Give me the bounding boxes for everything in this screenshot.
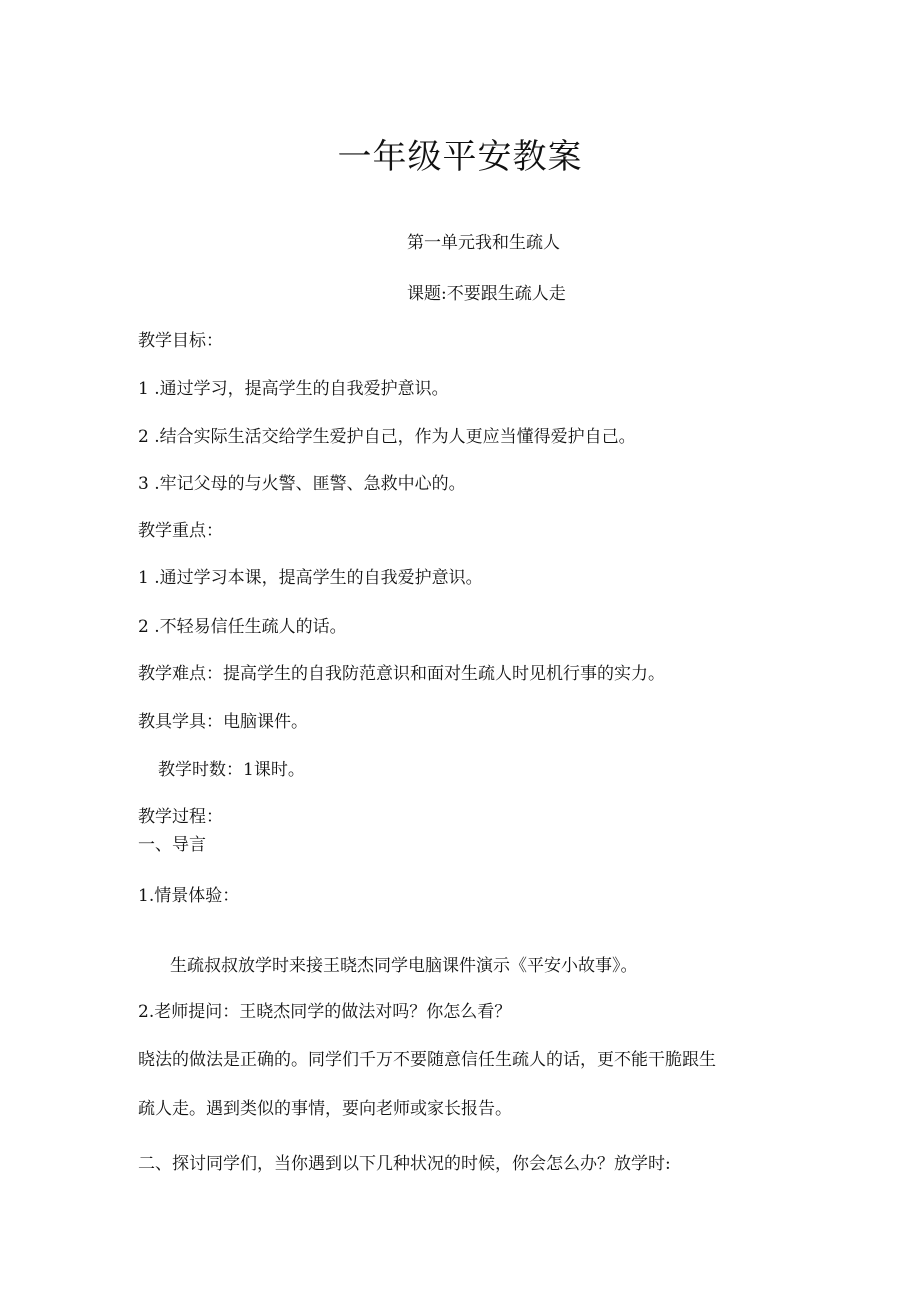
section-heading: 一、导言 bbox=[138, 835, 206, 855]
objectives-heading: 教学目标： bbox=[138, 331, 223, 351]
objective-item: 1 .通过学习，提高学生的自我爱护意识。 bbox=[138, 379, 449, 399]
hours-line: 教学时数：1课时。 bbox=[158, 760, 305, 780]
unit-title: 第一单元我和生疏人 bbox=[407, 233, 560, 253]
section-heading: 二、探讨同学们，当你遇到以下几种状况的时候，你会怎么办？放学时: bbox=[138, 1154, 671, 1174]
key-point-item: 2 .不轻易信任生疏人的话。 bbox=[138, 617, 347, 637]
answer-text: 晓法的做法是正确的。同学们千万不要随意信任生疏人的话，更不能干脆跟生 bbox=[138, 1050, 716, 1070]
page-title: 一年级平安教案 bbox=[337, 137, 583, 177]
answer-text: 疏人走。遇到类似的事情，要向老师或家长报告。 bbox=[138, 1099, 512, 1119]
scenario-text: 生疏叔叔放学时来接王晓杰同学电脑课件演示《平安小故事》。 bbox=[170, 956, 638, 976]
difficulty-line: 教学难点：提高学生的自我防范意识和面对生疏人时见机行事的实力。 bbox=[138, 664, 665, 684]
step-heading: 1.情景体验： bbox=[138, 886, 240, 906]
lesson-title: 课题:不要跟生疏人走 bbox=[407, 284, 566, 304]
objective-item: 3 .牢记父母的与火警、匪警、急救中心的。 bbox=[138, 474, 466, 494]
objective-item: 2 .结合实际生活交给学生爱护自己，作为人更应当懂得爱护自己。 bbox=[138, 427, 636, 447]
process-heading: 教学过程： bbox=[138, 807, 223, 827]
tools-line: 教具学具：电脑课件。 bbox=[138, 712, 308, 732]
step-heading: 2.老师提问：王晓杰同学的做法对吗？你怎么看？ bbox=[138, 1002, 512, 1022]
key-point-item: 1 .通过学习本课，提高学生的自我爱护意识。 bbox=[138, 568, 483, 588]
key-points-heading: 教学重点： bbox=[138, 521, 223, 541]
